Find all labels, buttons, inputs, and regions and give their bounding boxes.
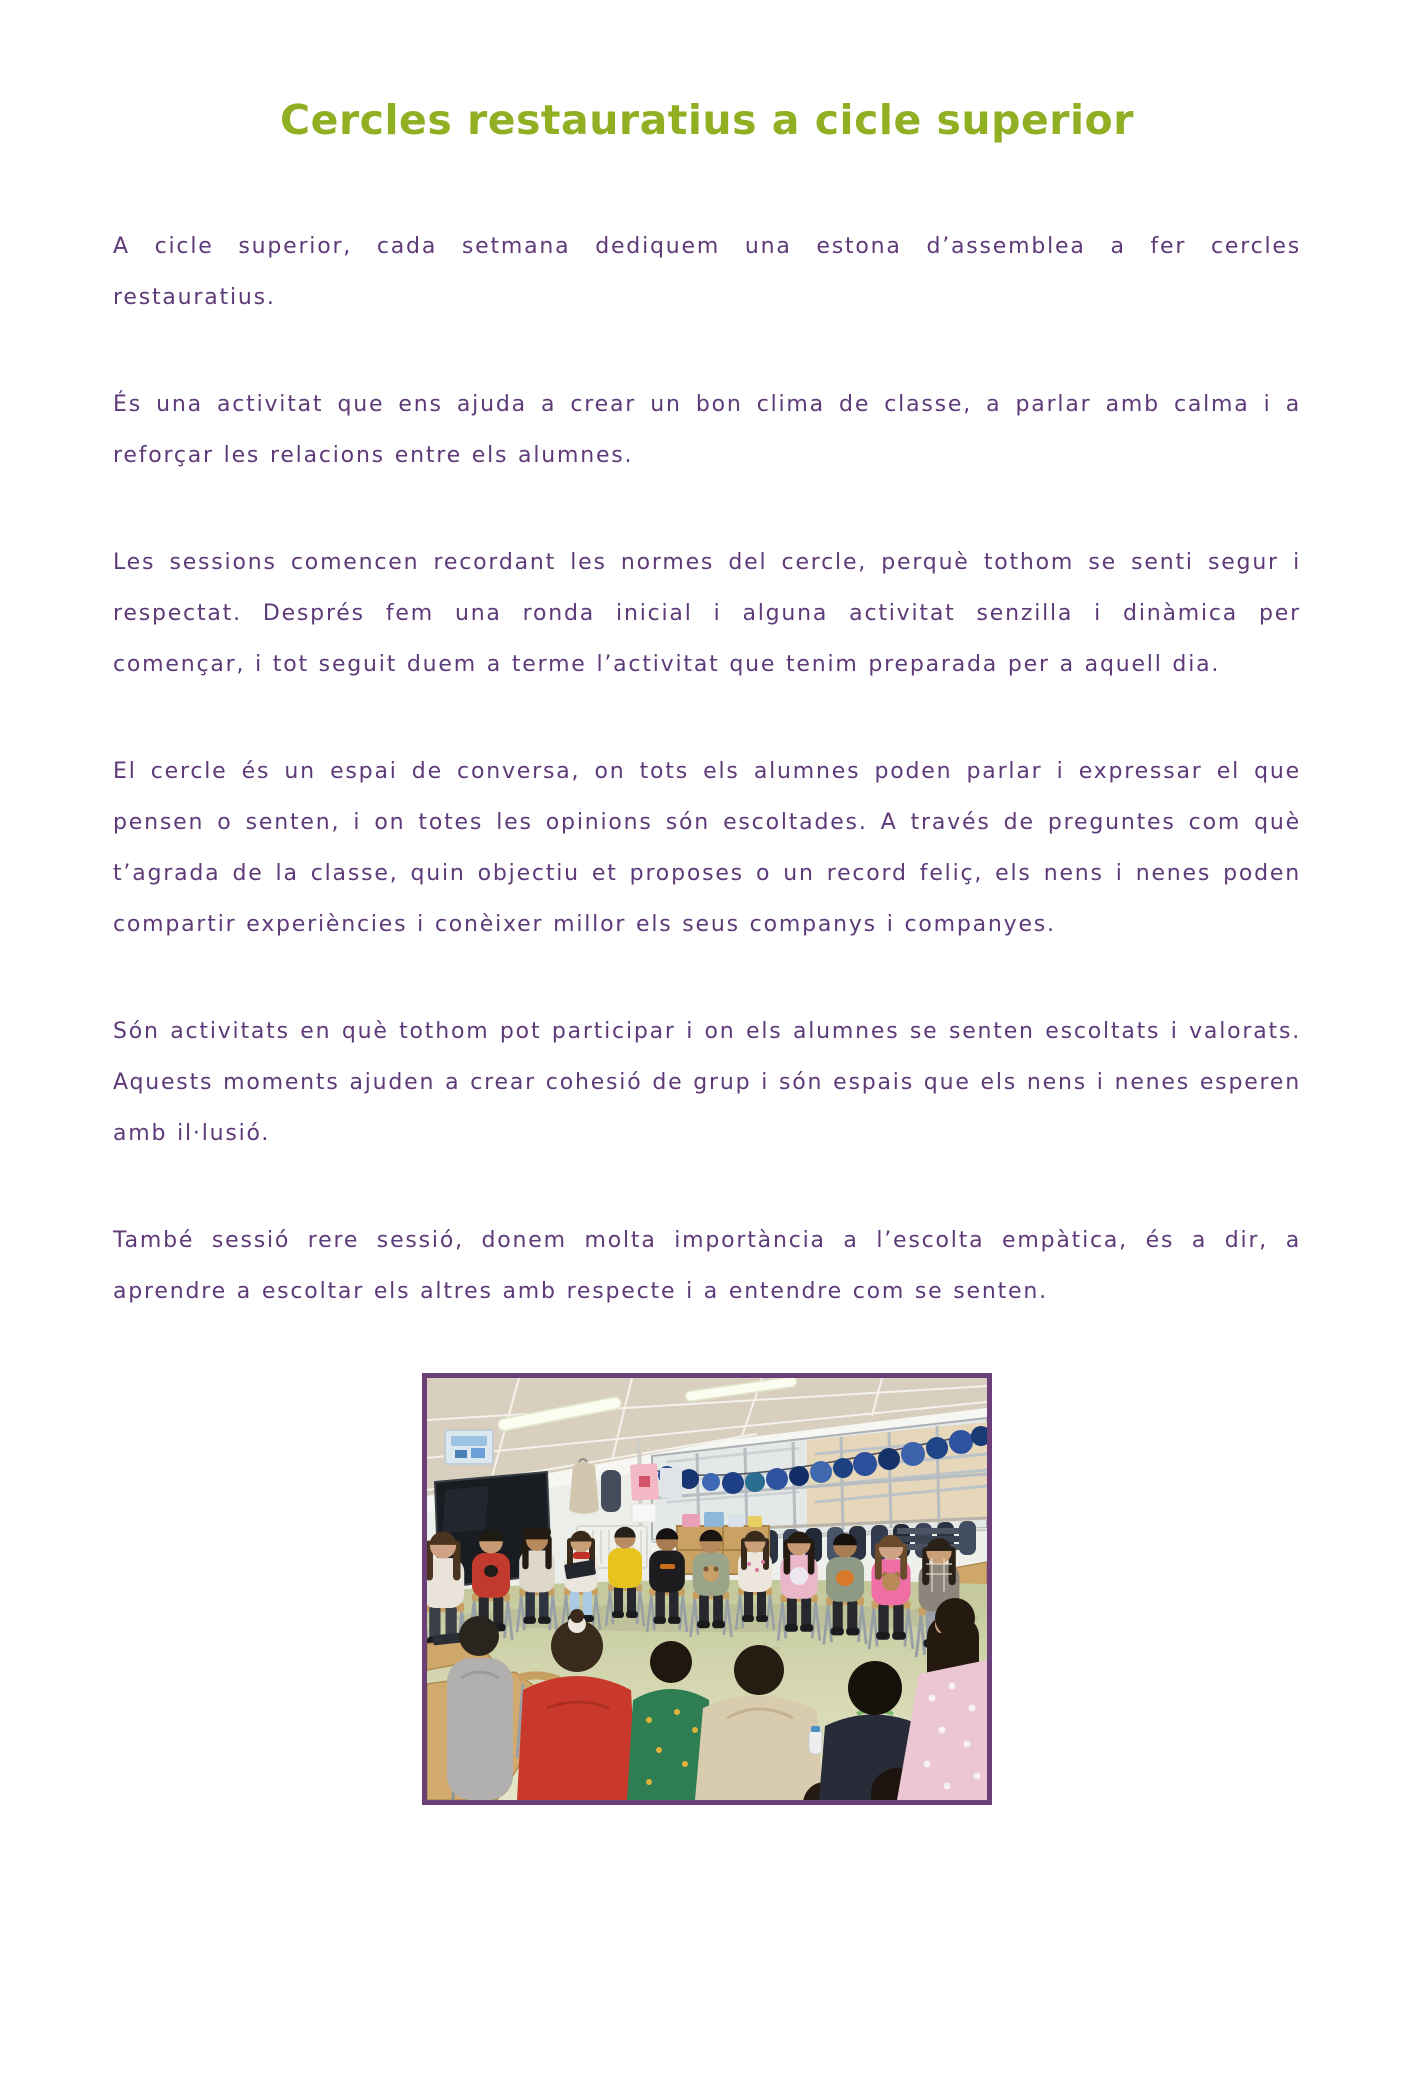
classroom-photo [422,1373,992,1805]
paragraph-4: El cercle és un espai de conversa, on tots els alumnes poden parlar i expressar el que pensen o senten, i on totes les opinions són escoltades. A través de preguntes com què t’agrada de la classe, quin objectiu et proposes o un record feliç, els nens i nenes poden compartir experiències i conèixer millor els seus companys i companyes. [113,759,1301,938]
article-body [113,221,1301,1317]
paragraph-1: A cicle superior, cada setmana dediquem una estona d’assemblea a fer cercles restauratius. [113,234,1301,311]
paragraph-3: Les sessions comencen recordant les normes del cercle, perquè tothom se senti segur i respectat. Després fem una ronda inicial i alguna activitat senzilla i dinàmica per començar, i tot seguit duem a terme l’activitat que tenim preparada per a aquell dia. [113,550,1301,678]
paragraph-6: També sessió rere sessió, donem molta importància a l’escolta empàtica, és a dir, a aprendre a escoltar els altres amb respecte i a entendre com se senten. [113,1228,1301,1305]
classroom-photo-illustration [427,1378,987,1800]
wall-drawing [445,1430,493,1464]
page-title: Cercles restauratius a cicle superior [280,96,1134,144]
paragraph-2: És una activitat que ens ajuda a crear un bon clima de classe, a parlar amb calma i a reforçar les relacions entre els alumnes. [113,392,1301,469]
paragraph-5: Són activitats en què tothom pot participar i on els alumnes se senten escoltats i valorats. Aquests moments ajuden a crear cohesió de grup i són espais que els nens i nenes esperen amb il·lusió. [113,1019,1301,1147]
document-page [0,96,1414,1805]
